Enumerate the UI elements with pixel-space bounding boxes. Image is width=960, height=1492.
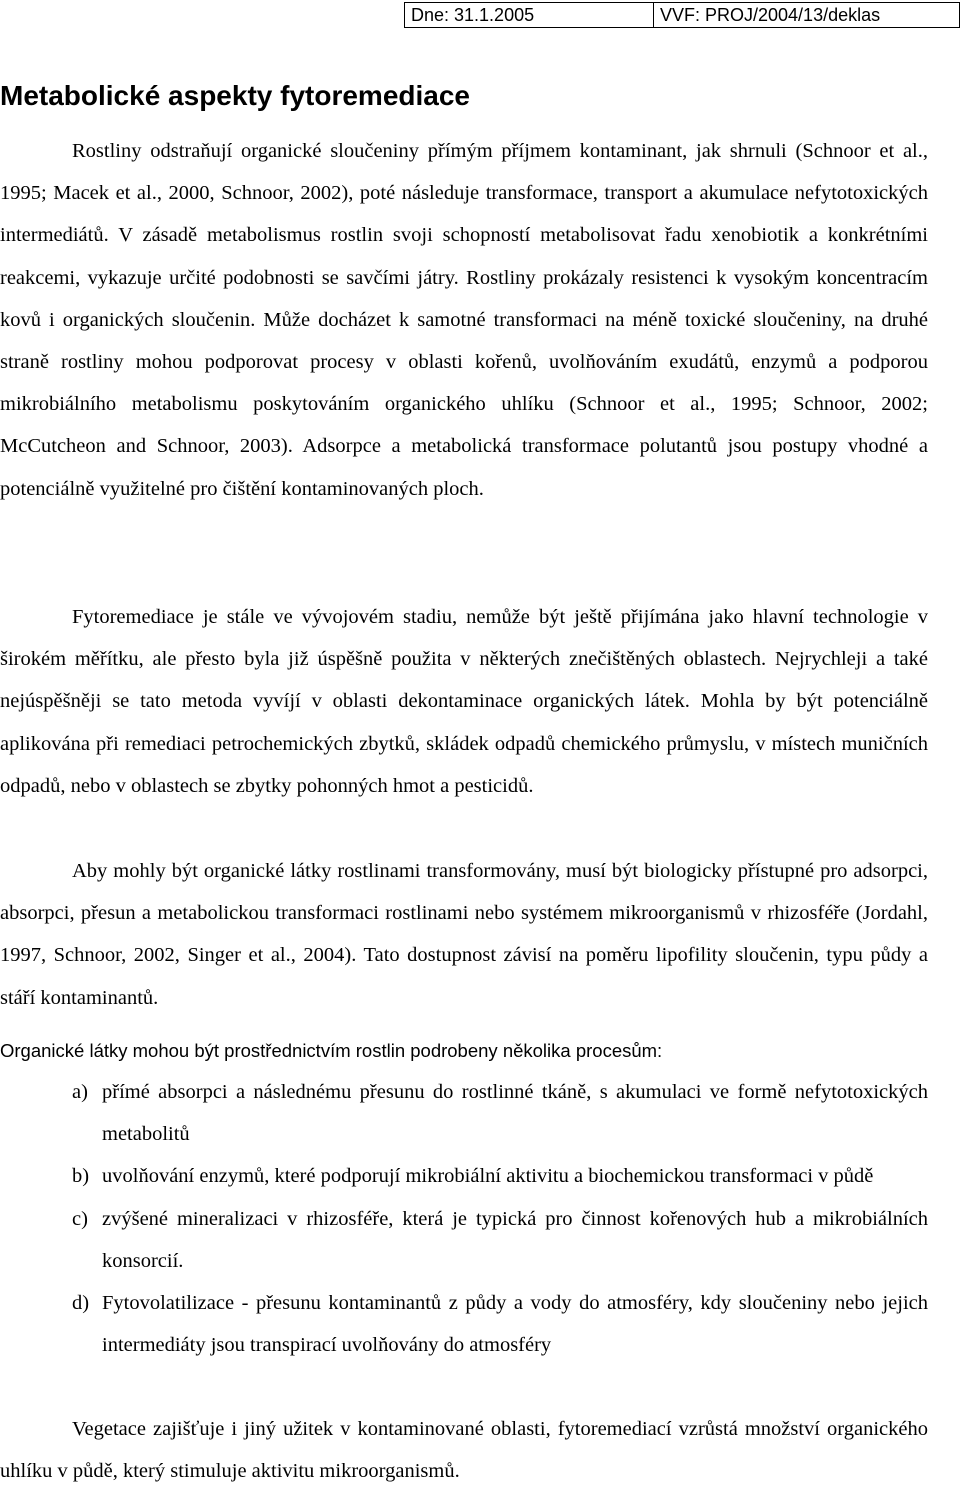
list-item xyxy=(0,1198,928,1282)
document-header xyxy=(404,2,960,28)
list-marker: b) xyxy=(72,1165,90,1188)
list-marker: d) xyxy=(72,1292,90,1315)
list-item-text: Fytovolatilizace - přesunu kontaminantů z půdy a vody do atmosféry, kdy sloučeniny nebo jejich intermediáty jsou transpirací uvolňovány do atmosféry xyxy=(102,1292,928,1357)
list-marker: a) xyxy=(72,1081,88,1103)
paragraph-text: Aby mohly být organické látky rostlinami transformovány, musí být biologicky přístupné pro adsorpci, absorpci, přesun a metabolickou transformaci rostlinami nebo systémem mikroorganismů v rhizosféře (Jordahl, 1997, Schnoor, 2002, Singer et al., 2004). Tato dostupnost závisí na poměru lipofility sloučenin, typu půdy a stáří kontaminantů. xyxy=(0,860,928,1009)
closing-paragraph xyxy=(0,1408,928,1492)
list-marker: c) xyxy=(72,1207,88,1230)
document-title: Metabolické aspekty fytoremediace xyxy=(0,80,470,111)
list-item xyxy=(0,1282,928,1366)
paragraph-text: Fytoremediace je stále ve vývojovém stadiu, nemůže být ještě přijímána jako hlavní technologie v širokém měřítku, ale přesto byla již úspěšně použita v některých znečištěných oblastech. Nejrychleji a také nejúspěšněji se tato metoda vyvíjí v oblasti dekontaminace organických látek. Mohla by být potenciálně aplikována při remediaci petrochemických zbytků, skládek odpadů chemického průmyslu, v místech muničních odpadů, nebo v oblastech se zbytky pohonných hmot a pesticidů. xyxy=(0,606,928,797)
header-date: Dne: 31.1.2005 xyxy=(405,3,654,28)
list-item xyxy=(0,1071,928,1155)
paragraph-3 xyxy=(0,850,928,1019)
list-item xyxy=(0,1155,928,1197)
paragraph-2 xyxy=(0,596,928,807)
process-list xyxy=(0,1071,928,1366)
list-item-text: zvýšené mineralizaci v rhizosféře, která je typická pro činnost kořenových hub a mikrobiálních konsorcií. xyxy=(102,1207,928,1272)
list-item-text: uvolňování enzymů, které podporují mikrobiální aktivitu a biochemickou transformaci v půdě xyxy=(102,1165,874,1188)
process-list-intro: Organické látky mohou být prostřednictvím rostlin podrobeny několika procesům: xyxy=(0,1040,663,1061)
paragraph-text: Rostliny odstraňují organické sloučeniny přímým příjmem kontaminant, jak shrnuli (Schnoor et al., 1995; Macek et al., 2000, Schnoor, 2002), poté následuje transformace, transport a akumulace nefytotoxických intermediátů. V zásadě metabolismus rostlin svoji schopností metabolisovat řadu xenobiotik a konkrétními reakcemi, vykazuje určité podobnosti se savčími játry. Rostliny prokázaly resistenci k vysokým koncentracím kovů i organických sloučenin. Může docházet k samotné transformaci na méně toxické sloučeniny, na druhé straně rostliny mohou podporovat procesy v oblasti kořenů, uvolňováním exudátů, enzymů a podporou mikrobiálního metabolismu poskytováním organického uhlíku (Schnoor et al., 1995; Schnoor, 2002; McCutcheon and Schnoor, 2003). Adsorpce a metabolická transformace polutantů jsou postupy vhodné a potenciálně využitelné pro čištění kontaminovaných ploch. xyxy=(0,140,928,500)
paragraph-1 xyxy=(0,130,928,510)
header-reference: VVF: PROJ/2004/13/deklas xyxy=(654,3,960,28)
paragraph-text: Vegetace zajišťuje i jiný užitek v kontaminované oblasti, fytoremediací vzrůstá množství organického uhlíku v půdě, který stimuluje aktivitu mikroorganismů. xyxy=(0,1418,928,1483)
list-item-text: přímé absorpci a následnému přesunu do rostlinné tkáně, s akumulaci ve formě nefytotoxických metabolitů xyxy=(102,1081,928,1146)
